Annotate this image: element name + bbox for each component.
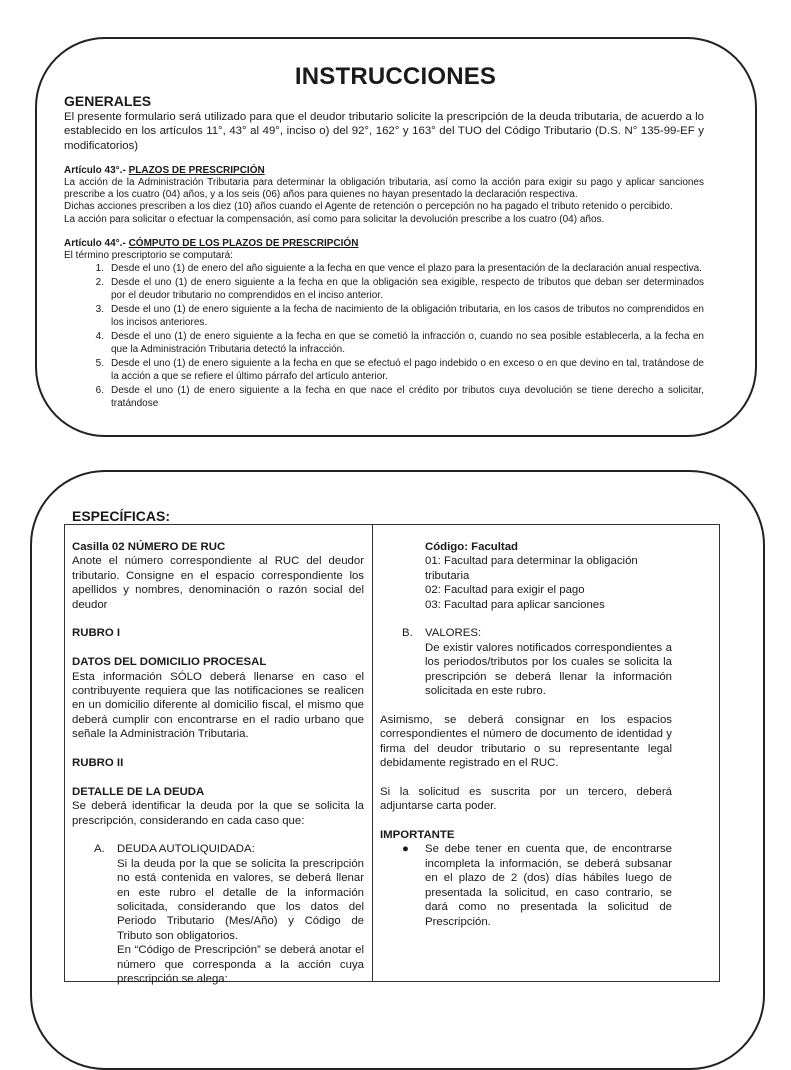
- article-43: [64, 165, 704, 226]
- specifics-left-column: [72, 540, 364, 987]
- specifics-right-column: [380, 540, 672, 929]
- carta-poder-text: Si la solicitud es suscrita por un tercero, deberá adjuntarse carta poder.: [380, 785, 672, 813]
- generales-text: El presente formulario será utilizado para que el deudor tributario solicite la prescripción de la deuda tributaria, de acuerdo a lo establecido en los artículos 11°, 43° al 49°, inciso o) del 92°, 162° y 163° del TUO del Código Tributario (D.S. N° 135-99-EF y modificatorios): [64, 111, 704, 152]
- bullet-icon: ●: [402, 843, 409, 856]
- importante-title: IMPORTANTE: [380, 829, 455, 842]
- casilla-text: Anote el número correspondiente al RUC del deudor tributario. Consigne en el espacio correspondiente los apellidos y nombres, denominación o razón social del deudor: [72, 555, 364, 611]
- valores-heading: [380, 626, 672, 640]
- domicilio-title: DATOS DEL DOMICILIO PROCESAL: [72, 656, 267, 669]
- rubro-1-title: RUBRO I: [72, 627, 121, 640]
- generales-heading: GENERALES: [64, 93, 152, 109]
- domicilio-text: Esta información SÓLO deberá llenarse en caso el contribuyente requiera que las notificaciones se realicen en un domicilio diferente al domicilio fiscal, el mismo que deberá cumplir con encontrarse en el radio urbano que señale la Administración Tributaria.: [72, 670, 364, 741]
- valores-title: VALORES:: [425, 627, 482, 640]
- article-44-label: Artículo 44°.-: [64, 238, 126, 250]
- deuda-autoliquidada-title: DEUDA AUTOLIQUIDADA:: [117, 843, 255, 856]
- codigo-prescripcion-text: En “Código de Prescripción” se deberá anotar el número que corresponda a la acción cuya prescripción se alega:: [117, 944, 364, 986]
- importante-item: [380, 842, 672, 928]
- article-44-heading: [64, 238, 704, 250]
- item-letter: A.: [94, 843, 105, 856]
- article-43-heading: [64, 165, 704, 177]
- codigo-item: 01: Facultad para determinar la obligación tributaria: [425, 555, 638, 582]
- article-43-body: [64, 177, 704, 226]
- list-item: 5. Desde el uno (1) de enero siguiente a la fecha en que se efectuó el pago indebido o en exceso o en que devino en tal, tratándose de la acción a que se refiere el último párrafo del artículo anterior.: [95, 357, 704, 383]
- detalle-text: Se deberá identificar la deuda por la que se solicita la prescripción, considerando en cada caso que:: [72, 800, 364, 827]
- item-letter: B.: [402, 627, 413, 640]
- page-title: INSTRUCCIONES: [294, 63, 497, 90]
- importante-text: Se debe tener en cuenta que, de encontrarse incompleta la información, se deberá subsanar en el plazo de 2 (dos) días hábiles luego de presentada la solicitud, en caso contrario, se dará como no presentada la solicitud de Prescripción.: [425, 843, 672, 928]
- column-divider: [372, 524, 373, 982]
- article-43-paragraph: Dichas acciones prescriben a los diez (10) años cuando el Agente de retención o percepción no ha pagado el tributo retenido o percibido.: [64, 201, 673, 213]
- article-43-label: Artículo 43°.-: [64, 164, 126, 176]
- codigo-item: 03: Facultad para aplicar sanciones: [425, 598, 605, 611]
- general-section: [64, 93, 704, 411]
- list-item: 6. Desde el uno (1) de enero siguiente a la fecha en que nace el crédito por tributos cuya devolución se tiene derecho a solicitar, tratándose: [95, 384, 704, 410]
- list-item: 2. Desde el uno (1) de enero siguiente a la fecha en que la obligación sea exigible, respecto de tributos que deban ser determinados por el deudor tributario no comprendidos en el inciso anterior.: [95, 276, 704, 302]
- rubro-2-title: RUBRO II: [72, 757, 124, 770]
- article-43-paragraph: La acción para solicitar o efectuar la compensación, así como para solicitar la devolución prescribe a los cuatro (04) años.: [64, 213, 605, 225]
- codigo-item: 02: Facultad para exigir el pago: [425, 584, 585, 597]
- valores-text: De existir valores notificados correspondientes a los periodos/tributos por los cuales se solicita la prescripción se deberá llenar la información solicitada en este rubro.: [425, 641, 672, 698]
- list-item: 3. Desde el uno (1) de enero siguiente a la fecha de nacimiento de la obligación tributaria, en los casos de tributos no comprendidos en los incisos anteriores.: [95, 303, 704, 329]
- asimismo-text: Asimismo, se deberá consignar en los espacios correspondientes el número de documento de identidad y firma del deudor tributario o su representante legal debidamente registrado en el RUC.: [380, 713, 672, 770]
- codigo-facultad-title: Código: Facultad: [425, 541, 519, 553]
- article-44: [64, 238, 704, 411]
- especificas-heading: ESPECÍFICAS:: [72, 508, 171, 524]
- article-43-paragraph: La acción de la Administración Tributaria para determinar la obligación tributaria, así como la acción para exigir su pago y aplicar sanciones prescribe a los cuatro (04) años, y a los seis (06) años para quienes no hayan presentado la declaración respectiva.: [64, 176, 704, 201]
- article-44-title: CÓMPUTO DE LOS PLAZOS DE PRESCRIPCIÓN: [128, 238, 359, 250]
- casilla-title: Casilla 02 NÚMERO DE RUC: [72, 541, 226, 553]
- deuda-autoliquidada-text: Si la deuda por la que se solicita la prescripción no está contenida en valores, se deberá llenar en este rubro el detalle de la información solicitada, considerando que los datos del Periodo Tributario (Mes/Año) y Código de Tributo son obligatorios.: [117, 857, 364, 942]
- detalle-title: DETALLE DE LA DEUDA: [72, 785, 205, 798]
- list-item: 4. Desde el uno (1) de enero siguiente a la fecha en que se cometió la infracción o, cuando no sea posible establecerla, a la fecha en que la Administración Tributaria detectó la infracción.: [95, 330, 704, 356]
- article-44-list: [64, 262, 704, 411]
- article-43-title: PLAZOS DE PRESCRIPCIÓN: [128, 164, 265, 176]
- deuda-autoliquidada-heading: [72, 842, 364, 856]
- article-44-intro: El término prescriptorio se computará:: [64, 250, 233, 262]
- list-item: 1. Desde el uno (1) de enero del año siguiente a la fecha en que vence el plazo para la presentación de la declaración anual respectiva.: [95, 263, 702, 275]
